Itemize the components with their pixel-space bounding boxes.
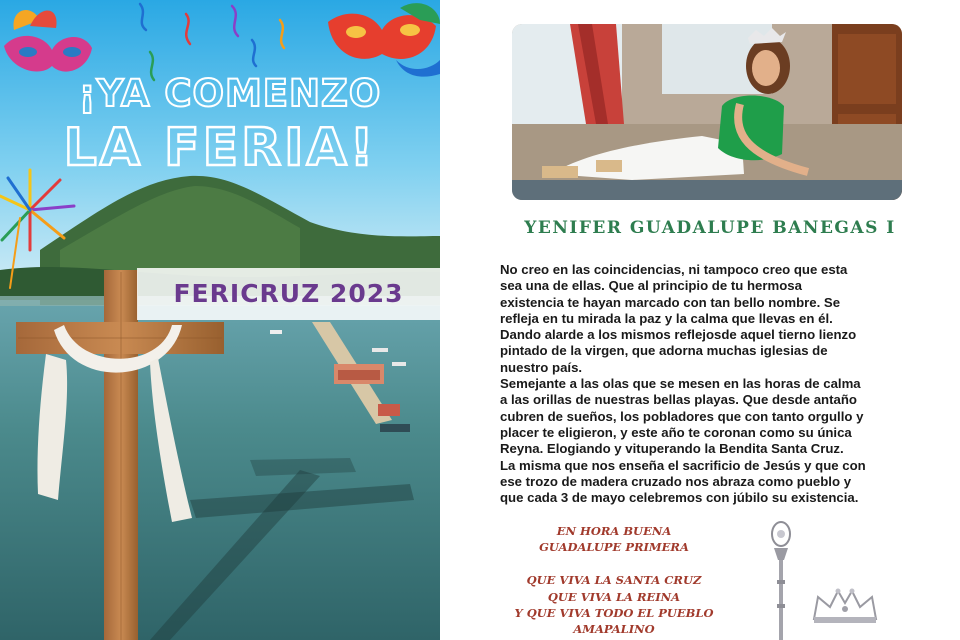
feria-poster — [0, 0, 440, 640]
scepter-icon — [766, 520, 796, 640]
poem-line: cubren de sueños, los pobladores que con tanto orgullo y — [500, 408, 864, 424]
poem-line: refleja en tu mirada la paz y la calma que llevas en él. — [500, 310, 833, 326]
closing-line: QUE VIVA LA REINA — [547, 589, 681, 604]
closing-line: AMAPALINO — [573, 622, 655, 637]
queen-name: YENIFER GUADALUPE BANEGAS I — [524, 218, 896, 238]
poem-line: Dando alarde a los mismos reflejosde aquel tierno lienzo — [500, 327, 857, 343]
poem-line: nuestro país. — [500, 359, 583, 375]
headline-ya-comenzo: ¡YA COMENZO — [78, 72, 382, 115]
dedication-text — [500, 262, 920, 506]
fericruz-banner — [137, 268, 440, 320]
poem-line: que cada 3 de mayo celebremos con júbilo su existencia. — [500, 490, 859, 506]
crown-icon — [810, 585, 880, 625]
poem-line: No creo en las coincidencias, ni tampoco creo que esta — [500, 262, 848, 277]
poem-line: existencia te hayan marcado con tan bello nombre. Se — [500, 294, 841, 310]
poem-line: La misma que nos enseña el sacrificio de Jesús y que con — [500, 457, 866, 473]
fericruz-banner-text: FERICRUZ 2023 — [173, 279, 404, 308]
poem-line: a las orillas de nuestras bellas playas. Que desde antaño — [500, 392, 857, 408]
closing-line: GUADALUPE PRIMERA — [539, 540, 689, 555]
poem-line: sea una de ellas. Que al principio de tu hermosa — [500, 278, 802, 294]
poem-line: Reyna. Elogiando y vituperando la Bendita Santa Cruz. — [500, 441, 844, 457]
poem-line: placer te eligieron, y este año te coronan como su única — [500, 424, 852, 440]
poem-line: ese trozo de madera cruzado nos abraza como pueblo y — [500, 473, 852, 489]
headline-la-feria: LA FERIA! — [63, 118, 377, 178]
queen-photo-image — [512, 24, 902, 200]
poem-line: pintado de la virgen, que adorna muchas iglesias de — [500, 343, 828, 359]
poem-line: Semejante a las olas que se mesen en las horas de calma — [500, 376, 861, 392]
queen-photo — [512, 24, 902, 200]
closing-line: Y QUE VIVA TODO EL PUEBLO — [514, 605, 714, 620]
closing-blessing — [504, 523, 724, 638]
closing-line — [504, 556, 724, 572]
closing-line: QUE VIVA LA SANTA CRUZ — [526, 573, 702, 588]
closing-line: EN HORA BUENA — [556, 524, 672, 538]
